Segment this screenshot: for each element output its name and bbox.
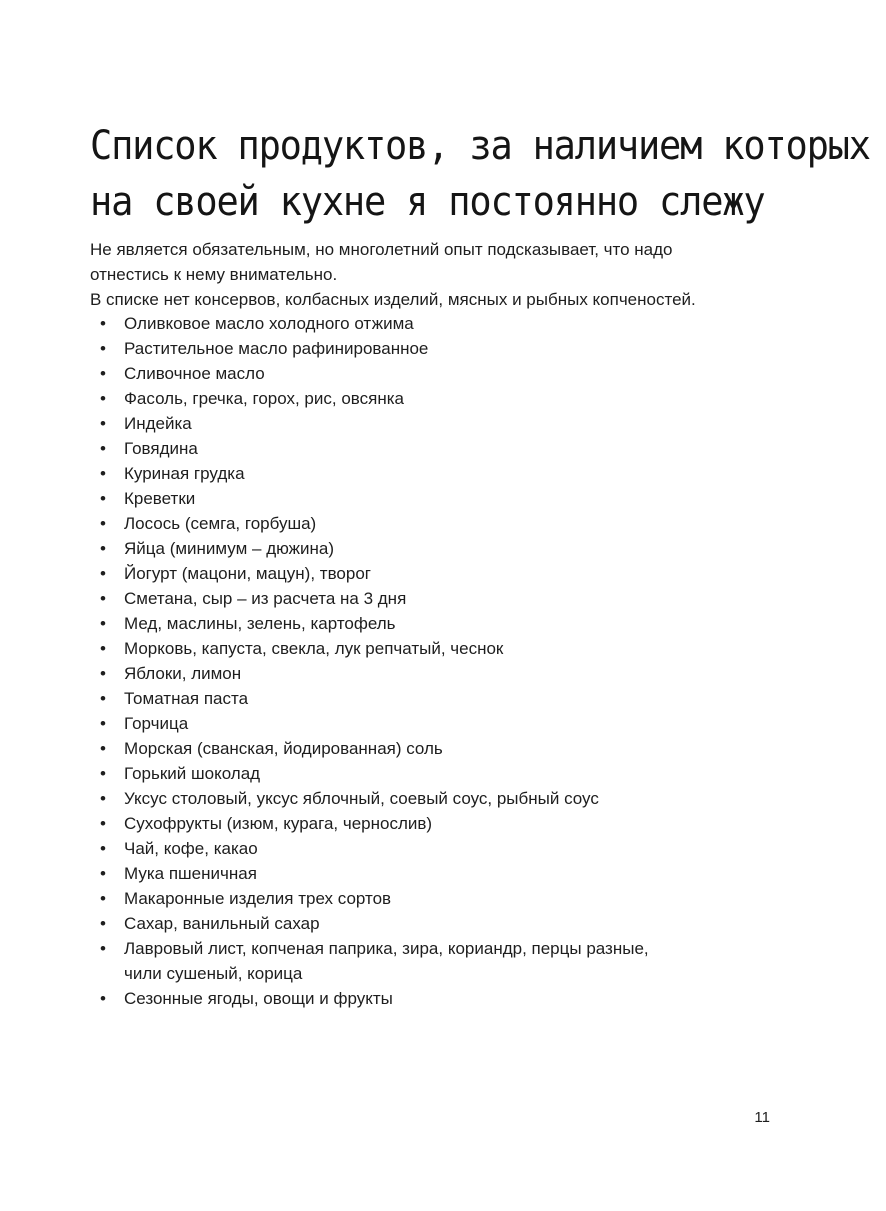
list-item-text: Креветки — [124, 489, 196, 508]
list-item — [90, 611, 790, 636]
intro-paragraph — [90, 237, 810, 312]
bullet-icon: • — [100, 639, 106, 658]
bullet-icon: • — [100, 514, 106, 533]
list-item-text: Фасоль, гречка, горох, рис, овсянка — [124, 389, 404, 408]
bullet-icon: • — [100, 414, 106, 433]
list-item-text: Сливочное масло — [124, 364, 265, 383]
list-item-text: Макаронные изделия трех сортов — [124, 889, 392, 908]
list-item-text: Сахар, ванильный сахар — [124, 914, 320, 933]
bullet-icon: • — [100, 439, 106, 458]
list-item — [90, 436, 790, 461]
bullet-icon: • — [100, 889, 106, 908]
bullet-icon: • — [100, 689, 106, 708]
intro-line-1: Не является обязательным, но многолетний опыт подсказывает, что надо — [90, 240, 673, 259]
product-list — [90, 311, 790, 1011]
list-item-text: Куриная грудка — [124, 464, 245, 483]
list-item — [90, 861, 790, 886]
list-item — [90, 686, 790, 711]
list-item-text: Сухофрукты (изюм, курага, чернослив) — [124, 814, 433, 833]
list-item — [90, 836, 790, 861]
bullet-icon: • — [100, 464, 106, 483]
bullet-icon: • — [100, 839, 106, 858]
list-item-text: Морковь, капуста, свекла, лук репчатый, чеснок — [124, 639, 504, 658]
list-item — [90, 586, 790, 611]
list-item-text: Индейка — [124, 414, 192, 433]
bullet-icon: • — [100, 714, 106, 733]
list-item — [90, 886, 790, 911]
list-item — [90, 511, 790, 536]
list-item-text: Горчица — [124, 714, 189, 733]
list-item — [90, 661, 790, 686]
list-item — [90, 761, 790, 786]
list-item-text: Уксус столовый, уксус яблочный, соевый соус, рыбный соус — [124, 789, 599, 808]
page-number: 11 — [754, 1109, 770, 1126]
bullet-icon: • — [100, 364, 106, 383]
list-item-text: Растительное масло рафинированное — [124, 339, 429, 358]
list-item-text: Томатная паста — [124, 689, 249, 708]
list-item — [90, 561, 790, 586]
list-item — [90, 636, 790, 661]
list-item-text: Сметана, сыр – из расчета на 3 дня — [124, 589, 407, 608]
list-item — [90, 811, 790, 836]
list-item — [90, 936, 790, 986]
list-item — [90, 711, 790, 736]
list-item-text: Мука пшеничная — [124, 864, 257, 883]
bullet-icon: • — [100, 864, 106, 883]
list-item-text: Горький шоколад — [124, 764, 261, 783]
bullet-icon: • — [100, 339, 106, 358]
list-item — [90, 786, 790, 811]
list-item — [90, 536, 790, 561]
bullet-icon: • — [100, 564, 106, 583]
list-item-text: Яблоки, лимон — [124, 664, 242, 683]
list-item — [90, 986, 790, 1011]
list-item — [90, 911, 790, 936]
intro-line-2: отнестись к нему внимательно. — [90, 265, 338, 284]
list-item — [90, 386, 790, 411]
bullet-icon: • — [100, 789, 106, 808]
bullet-icon: • — [100, 389, 106, 408]
list-item-text: Оливковое масло холодного отжима — [124, 314, 414, 333]
list-item-text: Йогурт (мацони, мацун), творог — [124, 564, 371, 583]
list-item — [90, 336, 790, 361]
bullet-icon: • — [100, 814, 106, 833]
list-item-text: Сезонные ягоды, овощи и фрукты — [124, 989, 393, 1008]
page-title — [90, 118, 870, 230]
bullet-icon: • — [100, 314, 106, 333]
list-item-text-line-2: чили сушеный, корица — [124, 964, 303, 983]
bullet-icon: • — [100, 614, 106, 633]
list-item-text: Морская (сванская, йодированная) соль — [124, 739, 443, 758]
list-item — [90, 311, 790, 336]
list-item-text: Говядина — [124, 439, 198, 458]
bullet-icon: • — [100, 739, 106, 758]
page-title-line-1: Список продуктов, за наличием которых — [90, 122, 870, 169]
list-item-text: Мед, маслины, зелень, картофель — [124, 614, 396, 633]
bullet-icon: • — [100, 764, 106, 783]
bullet-icon: • — [100, 539, 106, 558]
list-item — [90, 361, 790, 386]
page-title-line-2: на своей кухне я постоянно слежу — [90, 178, 765, 225]
bullet-icon: • — [100, 489, 106, 508]
list-item — [90, 411, 790, 436]
bullet-icon: • — [100, 664, 106, 683]
list-item-text: Яйца (минимум – дюжина) — [124, 539, 335, 558]
bullet-icon: • — [100, 939, 106, 958]
list-item — [90, 736, 790, 761]
bullet-icon: • — [100, 989, 106, 1008]
bullet-icon: • — [100, 589, 106, 608]
intro-line-3: В списке нет консервов, колбасных изделий, мясных и рыбных копченостей. — [90, 290, 696, 309]
list-item — [90, 486, 790, 511]
list-item-text: Чай, кофе, какао — [124, 839, 258, 858]
list-item-text-line-1: Лавровый лист, копченая паприка, зира, кориандр, перцы разные, — [124, 939, 649, 958]
list-item — [90, 461, 790, 486]
bullet-icon: • — [100, 914, 106, 933]
list-item-text: Лосось (семга, горбуша) — [124, 514, 317, 533]
